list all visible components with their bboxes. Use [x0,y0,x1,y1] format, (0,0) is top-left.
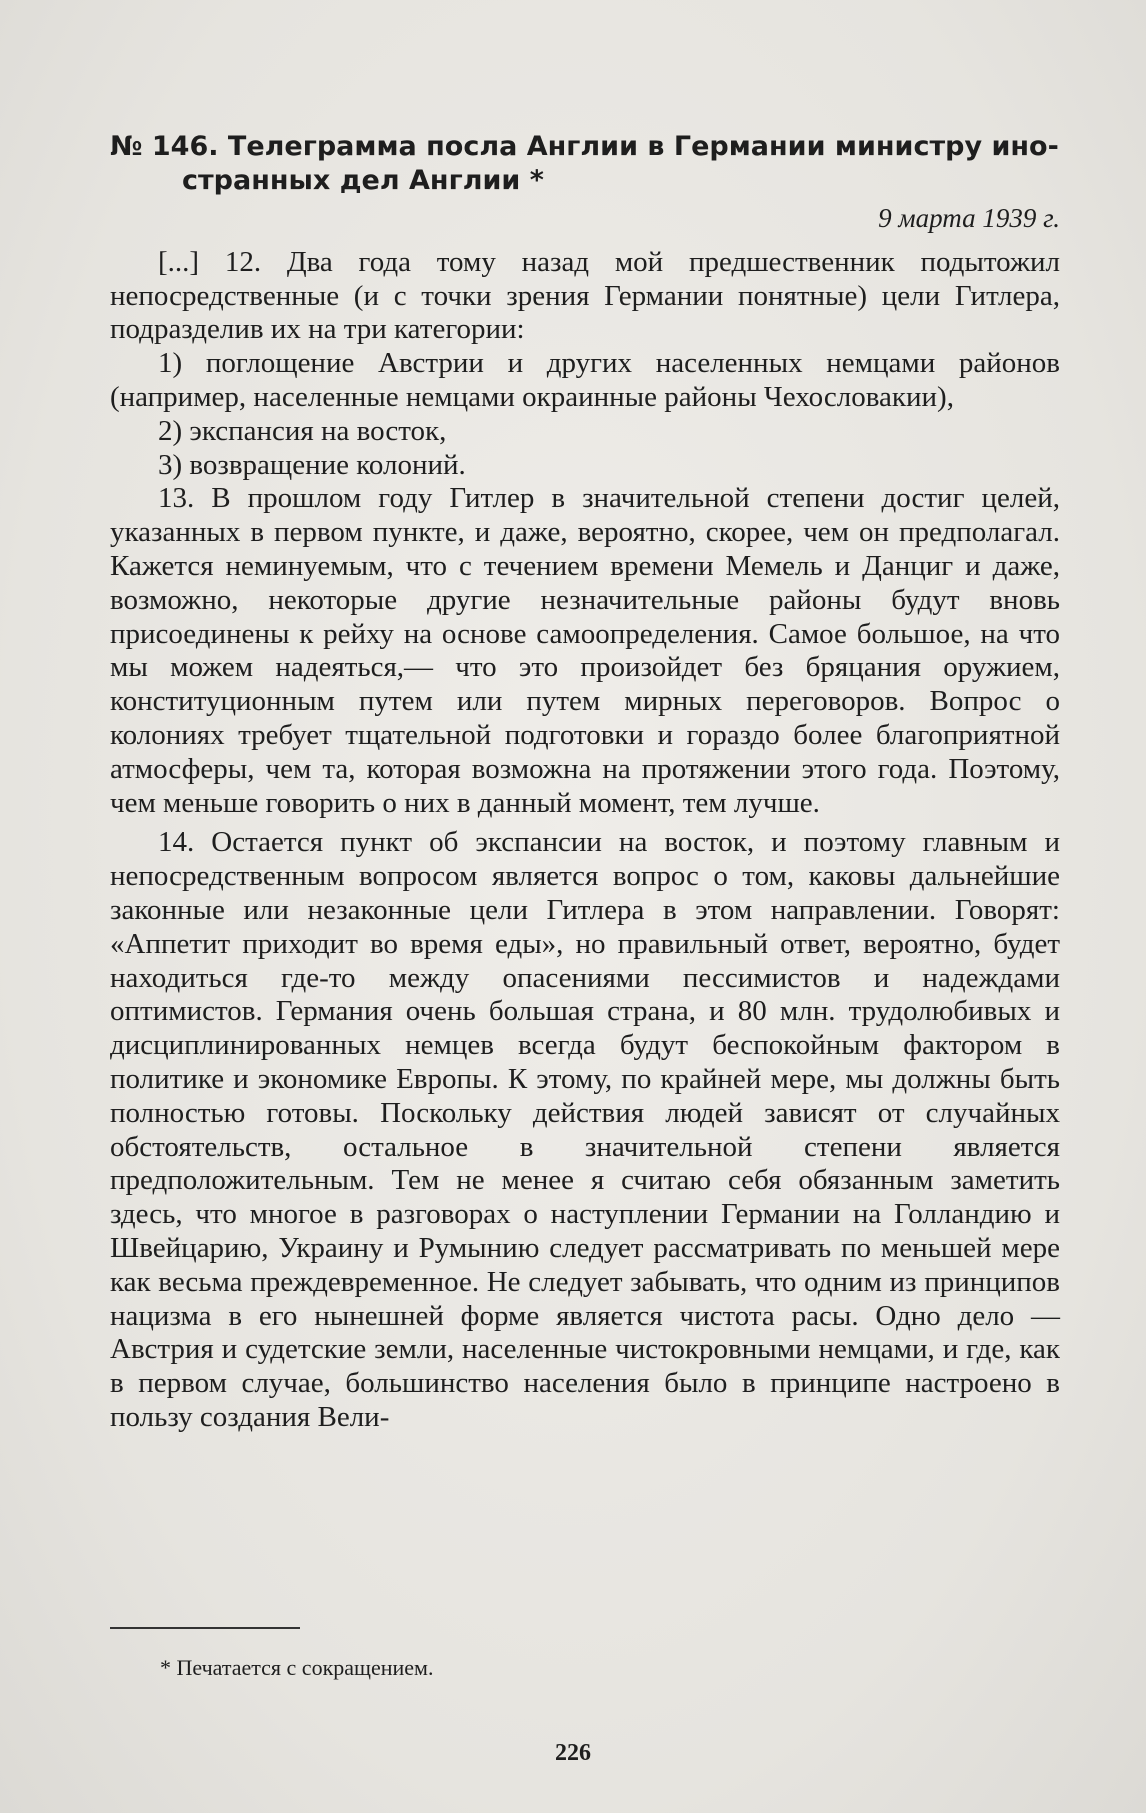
list-item-2: 2) экспансия на восток, [158,414,447,447]
paragraph-13: 13. В прошлом году Гитлер в значительной степени достиг целей, указанных в первом пункте, и даже, вероятно, скорее, чем он предполагал. Кажется неминуемым, что с течением времени Мемель и Данциг и даже, возможно, некоторые другие незначительные районы будут вновь присоединены к рейху на основе самоопределения. Самое большое, на что мы можем надеяться,— что это произойдет без бряцания оружием, конституционным путем или путем мирных переговоров. Вопрос о колониях требует тщательной подготовки и гораздо более благоприятной атмосферы, чем та, которая возможна на протяжении этого года. Поэтому, чем меньше говорить о них в данный момент, тем лучше. [110,482,1060,819]
paragraph-14: 14. Остается пункт об экспансии на восток, и поэтому главным и непосредственным вопросом является вопрос о том, каковы дальнейшие законные или незаконные цели Гитлера в этом направлении. Говорят: «Аппетит приходит во время еды», но правильный ответ, вероятно, будет находиться где-то между опасениями пессимистов и надеждами оптимистов. Германия очень большая страна, и 80 млн. трудолюбивых и дисциплинированных немцев всегда будут беспокойным фактором в политике и экономике Европы. К этому, по крайней мере, мы должны быть полностью готовы. Поскольку действия людей зависят от случайных обстоятельств, остальное в значительной степени является предположительным. Тем не менее я считаю себя обязанным заметить здесь, что многое в разговорах о наступлении Германии на Голландию и Швейцарию, Украину и Румынию следует рассматривать по меньшей мере как весьма преждевременное. Не следует забывать, что одним из принципов нацизма в его нынешней форме является чистота расы. Одно дело — Австрия и судетские земли, населенные чистокровными немцами, и где, как в первом случае, большинство населения было в принципе настроено в пользу создания Вели- [110,826,1060,1433]
footnote: * Печатается с сокращением. [160,1655,434,1680]
page-number: 226 [555,1740,591,1766]
text-block [110,130,1060,1435]
list-item-1: 1) поглощение Австрии и других населенных немцами районов (например, населенные немцами окраинные районы Чехословакии), [110,347,1060,413]
heading-line-1: № 146. Телеграмма посла Англии в Германии министру ино- [110,131,1059,162]
document-date: 9 марта 1939 г. [878,203,1060,233]
footnote-divider [110,1627,300,1629]
list-item-3: 3) возвращение колоний. [158,448,466,481]
heading-line-2: странных дел Англии * [182,165,544,196]
paragraph-12: [...] 12. Два года тому назад мой предшественник подытожил непосредственные (и с точки зрения Германии понятные) цели Гитлера, подразделив их на три категории: [110,245,1060,346]
document-heading [110,130,1060,198]
